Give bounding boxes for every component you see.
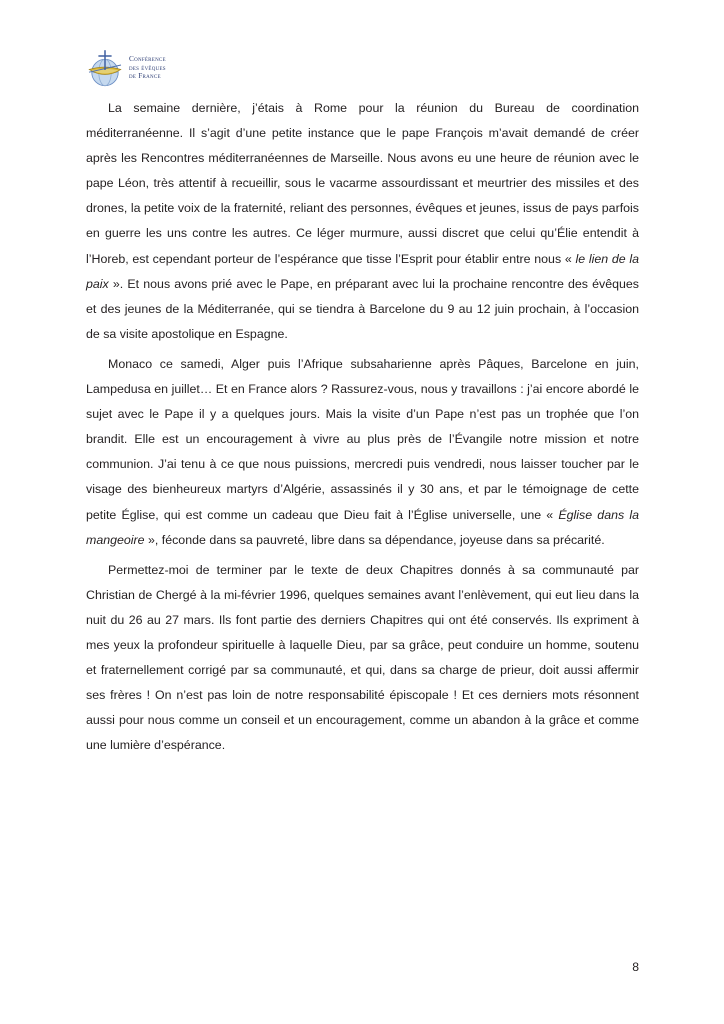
quoted-phrase-italic: le lien de la paix (86, 251, 639, 291)
paragraph-text-run: ». Et nous avons prié avec le Pape, en préparant avec lui la prochaine rencontre des évêques et des jeunes de la Méditerranée, qui se tiendra à Barcelone du 9 au 12 juin prochain, à l’occasion de sa visite apostolique en Espagne. (86, 276, 639, 341)
paragraph-2 (86, 352, 639, 553)
organization-line-1: Conférence (129, 54, 166, 64)
paragraph-3 (86, 558, 639, 759)
quoted-phrase-italic: Église dans la mangeoire (86, 507, 639, 547)
paragraph-text-run: », féconde dans sa pauvreté, libre dans sa dépendance, joyeuse dans sa précarité. (144, 532, 605, 547)
organization-line-3: de France (129, 71, 161, 81)
paragraph-text-run: La semaine dernière, j’étais à Rome pour la réunion du Bureau de coordination méditerranéenne. Il s’agit d’une petite instance que le pape François m’avait demandé de créer après les Rencontres méditerranéennes de Marseille. Nous avons eu une heure de réunion avec le pape Léon, très attentif à recueillir, sous le vacarme assourdissant et meurtrier des missiles et des drones, la petite voix de la fraternité, reliant des personnes, évêques et jeunes, issus de pays parfois en guerre les uns contre les autres. Ce léger murmure, aussi discret que celui qu’Élie entendit à l’Horeb, est cependant porteur de l’espérance que tisse l’Esprit pour établir entre nous « (86, 101, 639, 266)
document-body (86, 96, 639, 758)
paragraph-1 (86, 96, 639, 347)
paragraph-text-run: Permettez-moi de terminer par le texte de deux Chapitres donnés à sa communauté par Christian de Chergé à la mi-février 1996, quelques semaines avant l’enlèvement, qui eut lieu dans la nuit du 26 au 27 mars. Ils font partie des derniers Chapitres qui ont été conservés. Ils expriment à mes yeux la profondeur spirituelle à laquelle Dieu, par sa grâce, peut conduire un homme, soutenu et fraternellement corrigé par sa communauté, et qui, dans sa charge de prieur, doit aussi affermir ses frères ! On n’est pas loin de notre responsabilité épiscopale ! Et ces derniers mots résonnent aussi pour nous comme un conseil et un encouragement, comme un abandon à la grâce et comme une lumière d’espérance. (86, 562, 639, 753)
cbf-globe-cross-logo-icon (86, 48, 124, 88)
page-number: 8 (632, 960, 639, 974)
organization-line-2: des évêques (129, 62, 166, 72)
document-header (86, 44, 286, 92)
organization-wordmark (129, 55, 166, 81)
paragraph-text-run: Monaco ce samedi, Alger puis l’Afrique subsaharienne après Pâques, Barcelone en juin, Lampedusa en juillet… Et en France alors ? Rassurez-vous, nous y travaillons : j’ai encore abordé le sujet avec le Pape il y a quelques jours. Mais la visite d’un Pape n’est pas un trophée que l’on brandit. Elle est un encouragement à vivre au plus près de l’Évangile notre mission et notre communion. J’ai tenu à ce que nous puissions, mercredi puis vendredi, nous laisser toucher par le visage des bienheureux martyrs d’Algérie, assassinés il y 30 ans, et par le témoignage de cette petite Église, qui est comme un cadeau que Dieu fait à l’Église universelle, une « (86, 356, 639, 522)
